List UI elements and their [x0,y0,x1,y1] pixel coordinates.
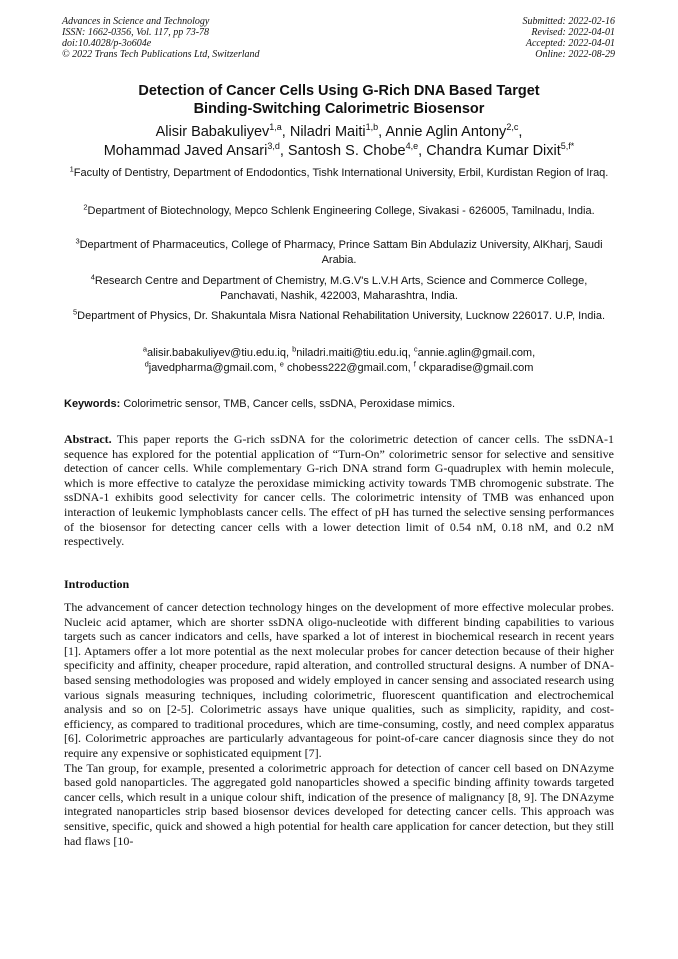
title-line-1: Detection of Cancer Cells Using G-Rich DNA Based Target [138,83,540,99]
paragraph: The Tan group, for example, presented a colorimetric approach for detection of cancer cell based on DNAzyme based gold nanoparticles. The aggregated gold nanoparticles showed a specific binding affinity towards targeted cancer cells, which result in a unique colour shift, indication of the presence of malignancy [8, 9]. The DNAzyme integrated nanoparticles strip based biosensor devices developed for detecting cancer cells. This approach was sensitive, specific, quick and showed a high potential for health care application for cancer detection, but they still had flaws [10- [64,760,614,848]
affiliation-number: 3 [75,236,80,246]
affiliation-5 [62,309,616,324]
author-list [30,123,648,161]
author-separator: , [518,124,523,140]
affiliation-text: Faculty of Dentistry, Department of Endodontics, Tishk International University, Erbil, Kurdistan Region of Iraq. [73,167,609,179]
affiliation-number: 5 [72,307,78,317]
author-name: Santosh S. Chobe [287,143,406,159]
journal-info [62,16,260,60]
author-affiliation-mark: 3,d [267,141,280,152]
author-separator: , [279,143,288,159]
online-date: Online: 2022-08-29 [535,49,615,60]
affiliation-3 [62,238,616,268]
accepted-date: Accepted: 2022-04-01 [525,38,615,49]
email-mark: b [292,344,297,354]
author-separator: , [281,124,290,140]
author-affiliation-mark: 5,f* [560,141,575,152]
email-address[interactable]: chobess222@gmail.com [287,361,408,374]
author-name: Alisir Babakuliyev [155,124,270,140]
revised-date: Revised: 2022-04-01 [531,27,615,38]
authors-line-1 [30,123,648,142]
email-mark: f [413,358,416,368]
journal-copyright: © 2022 Trans Tech Publications Ltd, Switzerland [62,49,260,60]
affiliation-1 [62,166,616,181]
author-separator: , [418,143,427,159]
affiliation-text: Department of Pharmaceutics, College of Pharmacy, Prince Sattam Bin Abdulaziz University, AlKharj, Saudi Arabia. [79,239,603,266]
author-name: Annie Aglin Antony [385,124,507,140]
abstract-text: This paper reports the G-rich ssDNA for the colorimetric detection of cancer cells. The ssDNA-1 sequence has explored for the potential application of “Turn-On” colorimetric sensor for selective and sensitive detection of cancer cells. While complementary G-rich DNA strand form G-quadruplex with hemin molecule, which is more effective to catalyze the peroxidase mimicking activity towards TMB chromogenic substrate. The ssDNA-1 exhibits good selectivity for cancer cells. The colorimetric intensity of TMB was enhanced upon interaction of leukemic lymphoblasts cancer cells. The effect of pH has turned the selective sensing performances of the biosensor for detecting cancer cells with a lower detection limit of 0.54 nM, 0.18 nM, and 0.2 nM respectively. [64,432,614,549]
author-name: Niladri Maiti [289,124,366,140]
author-affiliation-mark: 4,e [405,141,419,152]
author-separator: , [378,124,386,140]
affiliation-number: 1 [69,164,74,174]
keywords-text: Colorimetric sensor, TMB, Cancer cells, ssDNA, Peroxidase mimics. [123,398,456,410]
email-mark: d [144,358,149,368]
affiliation-text: Department of Physics, Dr. Shakuntala Misra National Rehabilitation University, Lucknow 226017. U.P, India. [77,310,606,322]
email-address[interactable]: alisir.babakuliyev@tiu.edu.iq [147,347,286,359]
affiliation-number: 4 [90,272,95,282]
email-address[interactable]: niladri.maiti@tiu.edu.iq [296,347,408,359]
title-line-2: Binding-Switching Calorimetric Biosensor [193,101,485,117]
email-mark: a [142,344,147,354]
email-address[interactable]: javedpharma@gmail.com [148,361,274,374]
author-affiliation-mark: 2,c [506,122,519,133]
journal-name: Advances in Science and Technology [62,16,210,27]
introduction-body [64,600,614,848]
affiliation-4 [62,274,616,304]
author-name: Mohammad Javed Ansari [103,143,268,159]
affiliation-number: 2 [83,202,88,212]
journal-doi[interactable]: doi:10.4028/p-3o604e [62,38,152,49]
paper-title [40,82,638,118]
publication-dates [523,16,616,60]
emails-line-2: $^d$javedpharma@gmail.com, $^e$ chobess222@gmail.com, $^f$ ckparadise@gmail.com [144,358,534,374]
abstract [64,432,614,549]
affiliation-text: Research Centre and Department of Chemistry, M.G.V's L.V.H Arts, Science and Commerce College, Panchavati, Nashik, 422003, Maharashtra, India. [94,275,588,302]
authors-line-2 [30,142,648,161]
email-mark: c [413,344,418,354]
emails-line-1: $^a$alisir.babakuliyev@tiu.edu.iq, $^b$niladri.maiti@tiu.edu.iq, $^c$annie.aglin@gmail.com, [142,344,536,359]
keywords-label: Keywords: [64,398,121,410]
author-affiliation-mark: 1,b [365,122,379,133]
email-address[interactable]: ckparadise@gmail.com [418,361,534,374]
author-affiliation-mark: 1,a [269,122,282,133]
email-address[interactable]: annie.aglin@gmail.com [417,347,533,359]
affiliation-text: Department of Biotechnology, Mepco Schlenk Engineering College, Sivakasi - 626005, Tamilnadu, India. [87,205,595,217]
journal-issn: ISSN: 1662-0356, Vol. 117, pp 73-78 [62,27,210,38]
author-emails [62,346,616,375]
affiliation-2 [62,204,616,219]
paragraph: The advancement of cancer detection technology hinges on the development of more effective molecular probes. Nucleic acid aptamer, which are shorter ssDNA oligo-nucleotide with different binding capabilities to various targets such as cancer indicators and cells, have sparked a lot of interest in biochemical research in recent years [1]. Aptamers offer a lot more potential as the next molecular probes for cancer detection because of their higher specificity and affinity, cheaper procedure, rapid alteration, and controlled structural designs. A number of DNA-based sensing methodologies was proposed and widely employed in cancer sensing and associated research using various signals measuring techniques, including colorimetric, fluorescent quantification and electrochemical analysis and so on [2-5]. Colorimetric assays have unique qualities, such as simplicity, rapidity, and cost-efficiency, as compared to traditional procedures, which are time-consuming, costly, and need complex apparatus [6]. Colorimetric approaches are particularly advantageous for point-of-care cancer diagnosis since they do not require any expensive or sophisticated equipment [7]. [64,600,614,760]
abstract-label: Abstract. [64,432,112,446]
submitted-date: Submitted: 2022-02-16 [522,16,615,27]
introduction-heading: Introduction [64,577,130,591]
keywords [64,397,616,411]
author-name: Chandra Kumar Dixit [426,143,561,159]
email-mark: e [279,358,284,368]
